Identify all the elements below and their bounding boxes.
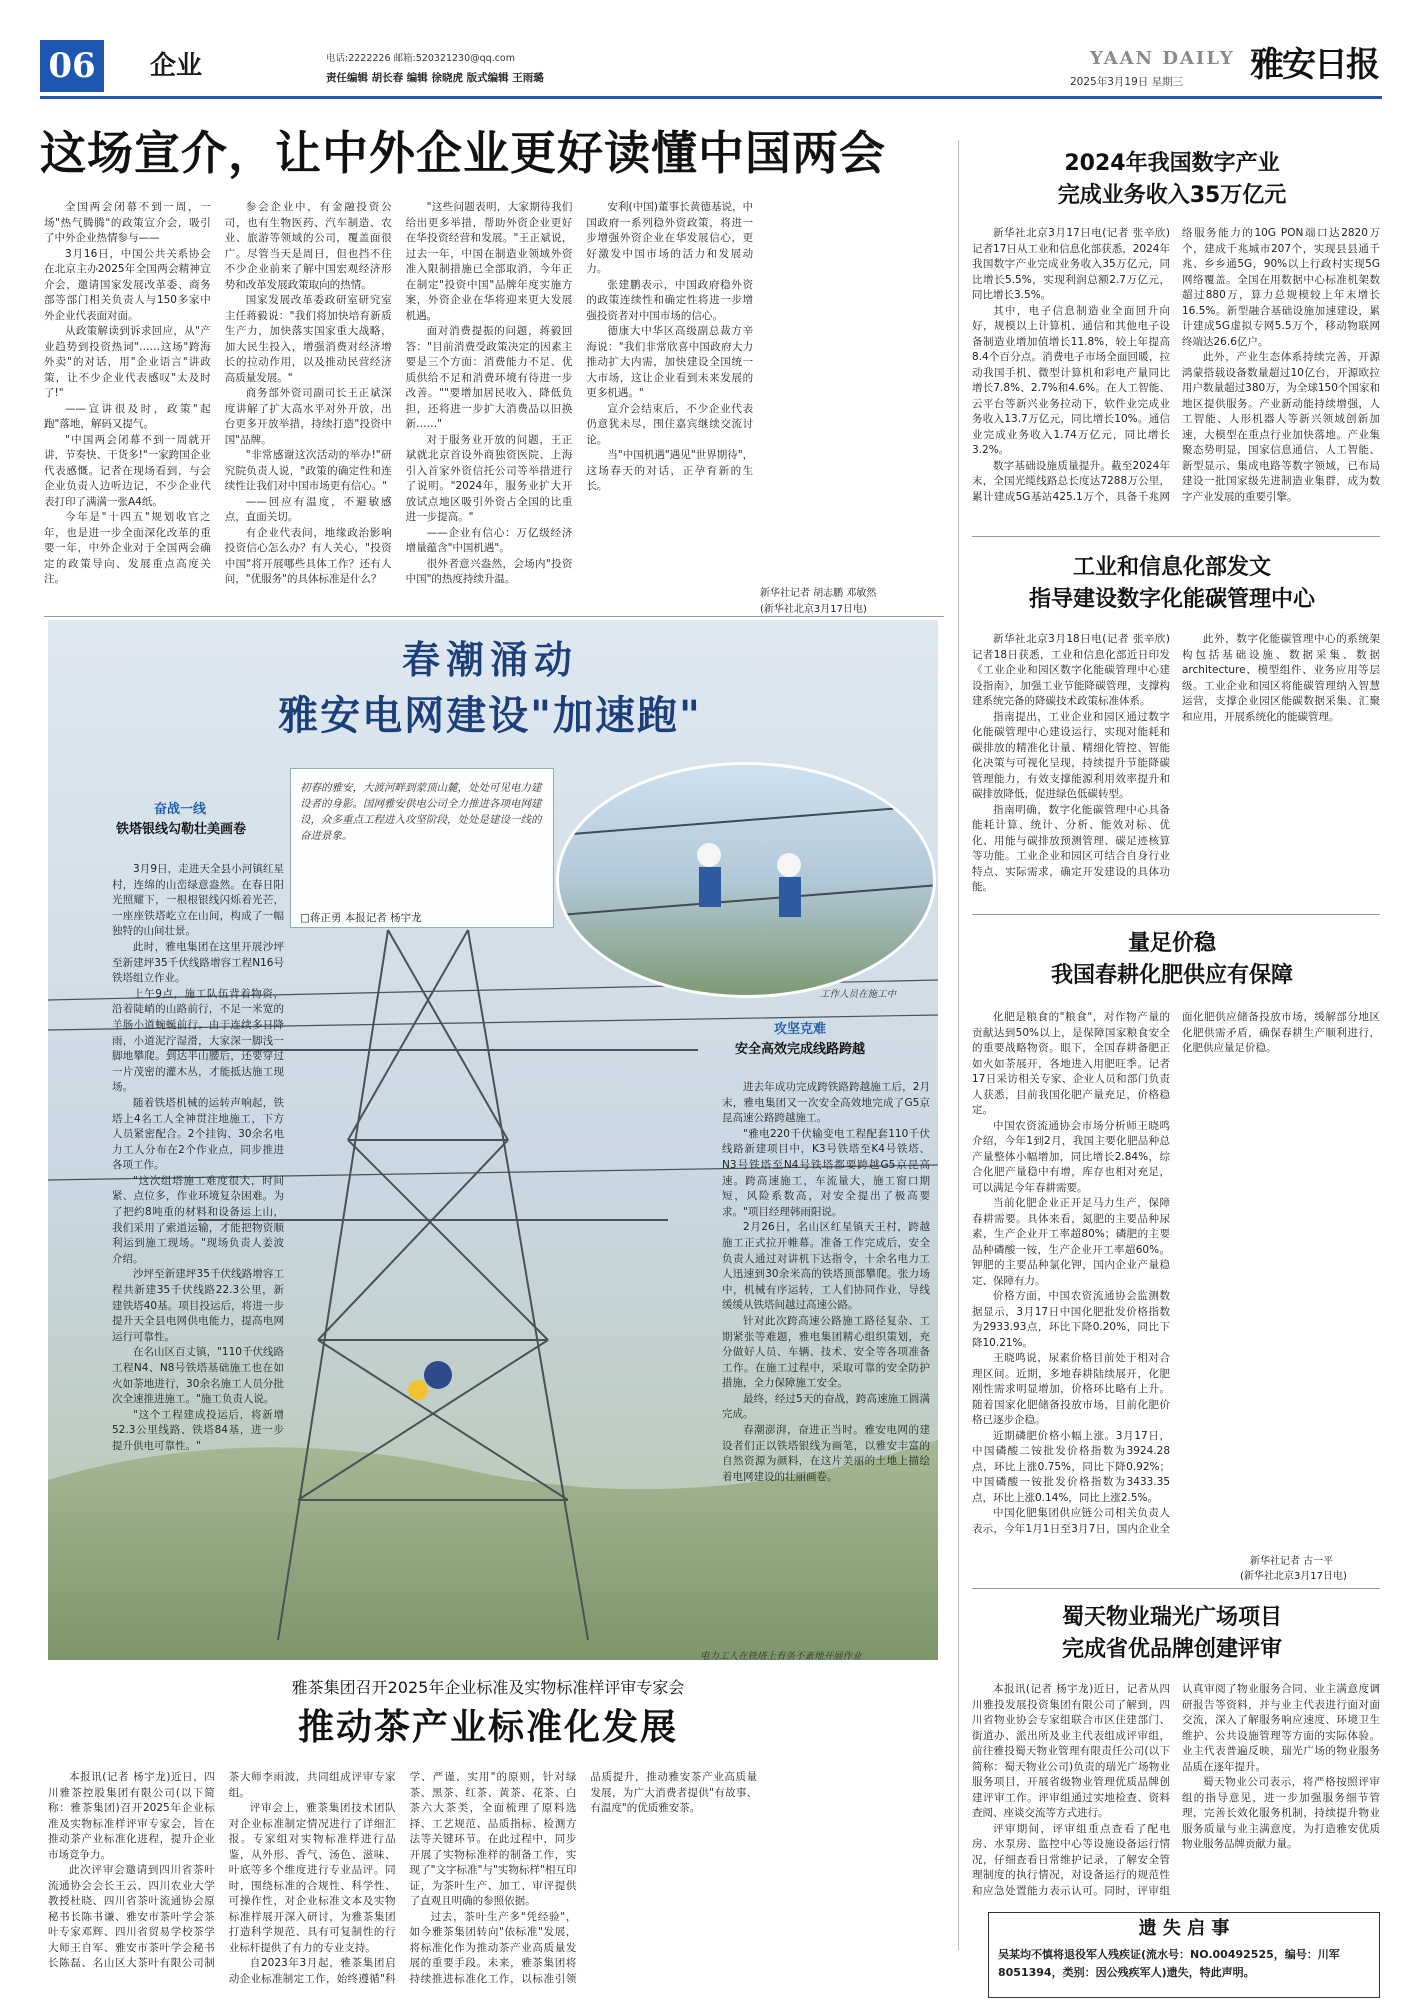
fertilizer-paragraph: 当前化肥企业正开足马力生产，保障春耕需要。具体来看，氮肥的主要品种尿素，生产企业开工率超80%；磷肥的主要品种磷酸一铵，生产企业开工率超60%。钾肥的主要品种氯化钾，国内企业产量稳定、保障有力。 [972, 1197, 1170, 1287]
lead-paragraph: "非常感谢这次活动的举办!"研究院负责人说，"政策的确定性和连续性让我们对中国市场更有信心。" [224, 449, 392, 492]
section1-paragraph: 随着铁塔机械的运转声响起，铁塔上4名工人全神贯注地施工，下方人员紧密配合。2个挂钩、30余名电力工人分布在2个作业点，同步推进各项工作。 [112, 1096, 284, 1172]
section1-paragraph: 在名山区百丈镇，"110千伏线路工程N4、N8号铁塔基础施工也在如火如荼地进行，30余名施工人员分批次全速推进施工。"施工负责人说。 [112, 1346, 284, 1406]
fertilizer-bottom-rule [972, 1588, 1380, 1589]
shutian-paragraph: 评审期间，评审组重点查看了配电房、水泵房、监控中心等设施设备运行情况，仔细查看日常维护记录，了解安全管理制度的执行情况，对设备运行的规范性和应急处置能力表示认可。同时，评审组认真审阅了物业服务合同、业主满意度调研报告等资料，并与业主代表进行面对面交流，深入了解服务响应速度、环境卫生维护、公共设施管理等方面的实际体验。业主代表普遍反映，瑞光广场的物业服务品质在逐年提升。 [972, 1683, 1380, 1897]
section2-paragraph: 进去年成功完成跨铁路跨越施工后，2月末，雅电集团又一次安全高效地完成了G5京昆高速公路跨越施工。 [722, 1081, 930, 1125]
carbon-paragraph: 指南提出，工业企业和园区通过数字化能碳管理中心建设运行，实现对能耗和碳排放的精准化计量、精细化管控、智能化决策与可视化呈现，持续提升节能降碳管理能力，有效支撑能源利用效率提升和碳排放降低，促进绿色低碳转型。 [972, 710, 1170, 800]
lead-paragraph: 有企业代表问，地缘政治影响投资信心怎么办？有人关心，"投资中国"将开展哪些具体工作？还有人问，"优服务"的具体标准是什么？ [224, 526, 392, 585]
paper-logo: 雅安日报 [1250, 45, 1378, 85]
tea-paragraph: 评审会上，雅茶集团技术团队对企业标准制定情况进行了详细汇报。专家组对实物标准样进行品鉴，从外形、香气、汤色、滋味、叶底等多个维度进行专业品评。同时，围绕标准的合规性、科学性、可操作性，对企业标准文本及实物标准样展开深入研讨，为雅茶集团打造科学规范、具有可复制性的行业标杆提供了有力的专业支持。 [228, 1802, 396, 1954]
fertilizer-source: (新华社北京3月17日电) [1240, 1571, 1347, 1582]
carbon-bottom-rule [972, 914, 1380, 915]
digital-headline-2: 完成业务收入35万亿元 [1057, 183, 1287, 208]
fertilizer-paragraph: 中国化肥集团供应链公司相关负责人表示，今年1月1日至3月7日，国内企业全面化肥供应储备投放市场，缓解部分地区化肥供需矛盾，确保春耕生产顺利进行，化肥供应量足价稳。 [972, 1011, 1380, 1535]
section2-title: 安全高效完成线路跨越 [734, 1042, 865, 1057]
fertilizer-paragraph: 近期磷肥价格小幅上涨。3月17日，中国磷酸二铵批发价格指数为3924.28点，环比上涨0.75%，同比下降0.92%；中国磷酸一铵批发价格指数为3433.35点，环比上涨0.14%，同比上涨2.5%。 [972, 1429, 1170, 1504]
lost-notice-title: 遗 失 启 事 [1138, 1918, 1230, 1939]
section1-paragraph: "这个工程建成投运后，将新增52.3公里线路、铁塔84基，进一步提升供电可靠性。" [112, 1408, 284, 1452]
carbon-paragraph: 此外，数字化能碳管理中心的系统架构包括基础设施、数据采集、数据architecture、模型组件、业务应用等层级。工业企业和园区将能碳管理纳入智慧运营，支撑企业园区能碳数据采集、汇聚和应用，开展系统化的能碳管理。 [1182, 633, 1380, 723]
lead-paragraph: 当"中国机遇"遇见"世界期待"，这场春天的对话，正孕育新的生长。 [586, 449, 754, 492]
lead-paragraph: 宣介会结束后，不少企业代表仍意犹未尽，围住嘉宾继续交流讨论。 [586, 402, 754, 446]
feature-banner-line-2: 雅安电网建设"加速跑" [278, 693, 702, 739]
fertilizer-paragraph: 化肥是粮食的"粮食"，对作物产量的贡献达到50%以上，是保障国家粮食安全的重要战略物资。眼下，全国春耕备肥正如火如荼展开，各地进入用肥旺季。记者17日采访相关专家、企业人员和部门负责人获悉，目前我国化肥产量充足，价格稳定。 [972, 1011, 1170, 1116]
lead-paragraph: 参会企业中，有金融投资公司，也有生物医药、汽车制造、农业、旅游等领域的公司，覆盖面很广。尽管当天是周日，但也挡不住不少企业前来了解中国宏观经济形势和改革发展政策取向的热情。 [224, 201, 392, 291]
tea-body [48, 1770, 938, 1996]
carbon-paragraph: 指南明确，数字化能碳管理中心具备能耗计算、统计、分析、能效对标、优化、用能与碳排放预测管理、碳足迹核算等功能。工业企业和园区可结合自身行业特点、实际需求，确定开发建设的具体功能。 [972, 803, 1170, 893]
feature-authors: □蒋正勇 本报记者 杨宇龙 [300, 912, 422, 924]
lead-paragraph: 从政策解读到诉求回应，从"产业趋势到投资热词"……这场"跨海外卖"的对话，用"企业语言"讲政策，让不少企业代表感叹"太及时了!" [44, 325, 211, 399]
digital-bottom-rule [972, 536, 1380, 537]
fertilizer-paragraph: 价格方面，中国农资流通协会监测数据显示，3月17日中国化肥批发价格指数为2933.93点，环比下降0.20%，同比下降10.21%。 [972, 1290, 1170, 1349]
tea-paragraph: 本报讯(记者 杨宇龙)近日，四川雅茶控股集团有限公司(以下简称：雅茶集团)召开2025年企业标准及实物标准样评审专家会，旨在推动茶产业标准化进程，提升企业市场竞争力。 [48, 1771, 215, 1861]
lead-paragraph: 商务部外资司副司长王正斌深度讲解了扩大高水平对外开放，出台更多开放举措，持续打造"投资中国"品牌。 [224, 387, 392, 446]
lost-notice-text: 吴某均不慎将退役军人残疾证(流水号：NO.00492525，编号：川军8051394，类别：因公残疾军人)遗失，特此声明。 [998, 1948, 1340, 1979]
carbon-headline-2: 指导建设数字化能碳管理中心 [1028, 587, 1315, 612]
page-number: 06 [48, 46, 96, 86]
section2-paragraph: 最终，经过5天的奋战，跨高速施工圆满完成。 [722, 1392, 930, 1421]
shutian-paragraph: 本报讯(记者 杨宇龙)近日，记者从四川雅投发展投资集团有限公司了解到，四川省物业协会专家组联合市区住建部门、街道办、派出所及业主代表组成评审组，前往雅投蜀天物业管理有限责任公司(以下简称：蜀天物业公司)负责的瑞光广场物业服务项目，开展省级物业管理优质品牌创建评审工作。评审组通过实地检查、资料查阅、座谈交流等方式进行。 [972, 1683, 1170, 1819]
lead-paragraph: ——企业有信心：万亿级经济增量蕴含"中国机遇"。 [405, 526, 573, 554]
section2-paragraph: "雅电220千伏输变电工程配套110千伏线路新建项目中，K3号铁塔至K4号铁塔、N3号铁塔至N4号铁塔都要跨越G5京昆高速。跨高速施工，车流量大，施工窗口期短，风险系数高，对安全提出了极高要求。"项目经理韩雨阳说。 [722, 1127, 930, 1218]
lead-paragraph: 面对消费提振的问题，蒋毅回答："目前消费受政策决定的因素主要是三个方面：消费能力不足、优质供给不足和消费环境有待进一步改善。""要增加居民收入、降低负担，还将进一步扩大消费品以旧换新……" [405, 325, 573, 430]
header-date: 2025年3月19日 星期三 [1070, 76, 1184, 88]
fertilizer-paragraph: 王晓鸣说，尿素价格目前处于相对合理区间。近期，多地春耕陆续展开，化肥刚性需求明显增加，价格环比略有上升。随着国家化肥储备投放市场，目前化肥价格已逐步企稳。 [972, 1352, 1170, 1426]
tea-paragraph: 自2023年3月起，雅茶集团启动企业标准制定工作，始终遵循"科学、严谨、实用"的原则，针对绿茶、黑茶、红茶、黄茶、花茶、白茶六大茶类，全面梳理了原料选择、工艺规范、品质指标、检测方法等关键环节。在此过程中，同步开展了实物标准样的制备工作，实现了"文字标准"与"实物标样"相互印证，为茶叶生产、加工、审评提供了直观且明确的参照依据。 [228, 1771, 577, 1985]
lead-paragraph: ——回应有温度，不避敏感点，直面关切。 [224, 495, 392, 523]
section1-paragraph: 上午9点，施工队伍背着物资，沿着陡峭的山路前行，不足一米宽的羊肠小道蜿蜒前行。由于连续多日降雨，小道泥泞湿滑，大家深一脚浅一脚地攀爬。到达半山腰后，还要穿过一片茂密的灌木丛，才能抵达施工现场。 [112, 987, 284, 1094]
lead-paragraph: 全国两会闭幕不到一周，一场"热气腾腾"的政策宣介会，吸引了中外企业热情参与—— [44, 201, 211, 244]
lead-source: (新华社北京3月17日电) [760, 604, 867, 615]
feature-oval-photo [556, 762, 936, 998]
section2-paragraph: 2月26日，名山区红星镇天王村，跨越施工正式拉开帷幕。准备工作完成后，安全负责人通过对讲机下达指令，十余名电力工人迅速到30余米高的铁塔顶部攀爬。张力场中，机械有序运转，工人们协同作业，导线缓缓从铁塔间越过高速公路。 [722, 1221, 930, 1312]
carbon-body [972, 632, 1380, 900]
feature-photo-credit: 工作人员在施工中 [820, 989, 897, 1000]
section2-body [722, 1080, 930, 1600]
fertilizer-headline-2: 我国春耕化肥供应有保障 [1050, 963, 1293, 988]
digital-headline-1: 2024年我国数字产业 [1064, 151, 1280, 176]
lead-paragraph: 很外者意兴盎然，会场内"投资中国"的热度持续升温。 [405, 557, 573, 585]
tea-headline: 推动茶产业标准化发展 [297, 1707, 678, 1748]
lead-paragraph: 安利(中国)董事长黄德基说，中国政府一系列稳外资政策，将进一步增强外资企业在华发展信心，更好激发中国市场的活力和发展动力。 [586, 201, 754, 275]
section1-paragraph: 沙坪至新建坪35千伏线路增容工程共新建35千伏线路22.3公里，新建铁塔40基。项目投运后，将进一步提升天全县电网供电能力，提高电网运行可靠性。 [112, 1268, 284, 1343]
carbon-headline-1: 工业和信息化部发文 [1072, 555, 1271, 580]
section2-paragraph: 针对此次跨高速公路施工路径复杂、工期紧张等难题，雅电集团精心组织策划，充分做好人员、车辆、技术、安全等各项准备工作。在施工过程中，采取可靠的安全防护措施，全力保障施工安全。 [722, 1314, 930, 1390]
tea-paragraph: 过去，茶叶生产多"凭经验"，如今雅茶集团转向"依标准"发展，将标准化作为推动茶产业高质量发展的重要手段。未来，雅茶集团将持续推进标准化工作，以标准引领品质提升，推动雅安茶产业高质量发展，为广大消费者提供"有故事、有温度"的优质雅安茶。 [409, 1771, 758, 1985]
linemen-on-wires-illustration [559, 765, 936, 998]
lead-byline: 新华社记者 胡志鹏 邓敏然 [760, 588, 877, 599]
lead-bottom-rule [44, 616, 944, 617]
header-editors: 责任编辑 胡长春 编辑 徐晓虎 版式编辑 王雨璐 [326, 72, 544, 84]
feature-intro: 初春的雅安，大渡河畔到蒙顶山麓，处处可见电力建设者的身影。国网雅安供电公司全力推进各项电网建设，众多重点工程进入攻坚阶段，处处是建设一线的奋进景象。 [300, 782, 542, 842]
feature-banner-line-1: 春潮涌动 [401, 638, 578, 682]
shutian-headline-1: 蜀天物业瑞光广场项目 [1061, 1605, 1282, 1630]
carbon-paragraph: 新华社北京3月18日电(记者 张辛欣)记者18日获悉，工业和信息化部近日印发《工业企业和园区数字化能碳管理中心建设指南》，加强工业节能降碳管理，支撑构建系统完备的降碳技术政策标准体系。 [972, 633, 1170, 707]
paper-english-name: YAAN DAILY [1090, 48, 1235, 69]
section1-body [112, 862, 284, 1542]
lead-paragraph: ——宣讲很及时，政策"起跑"落地，解码又提气。 [44, 402, 211, 430]
lead-headline: 这场宣介，让中外企业更好读懂中国两会 [40, 126, 886, 180]
lead-paragraph: "这些问题表明，大家期待我们给出更多举措，帮助外资企业更好在华投资经营和发展。"王正斌说，过去一年，中国在制造业领域外资准入限制措施已全部取消，今年正在制定"投资中国"品牌年度实施方案，外资企业在华将迎来更大发展机遇。 [405, 201, 573, 322]
lead-paragraph: 3月16日，中国公共关系协会在北京主办2025年全国两会精神宣介会，邀请国家发展改革委、商务部等部门相关负责人与150多家中外企业代表面对面。 [44, 247, 211, 322]
lead-paragraph: "中国两会闭幕不到一周就开讲，节奏快、干货多!"一家跨国企业代表感慨。记者在现场看到，与会企业负责人边听边记，不少企业代表打印了满满一张A4纸。 [44, 433, 211, 508]
fertilizer-body [972, 1010, 1380, 1550]
column-divider [958, 140, 959, 1950]
digital-paragraph: 新华社北京3月17日电(记者 张辛欣)记者17日从工业和信息化部获悉，2024年我国数字产业完成业务收入35万亿元，同比增长5.5%，实现利润总额2.7万亿元，同比增长3.5%。 [972, 227, 1170, 301]
section1-kicker: 奋战一线 [153, 802, 206, 817]
digital-paragraph: 其中，电子信息制造业全面回升向好，规模以上计算机、通信和其他电子设备制造业增加值增长11.8%，较上年提高8.4个百分点。消费电子市场全面回暖，拉动我国手机、微型计算机和彩电产量同比增长7.8%、2.7%和4.6%。在人工智能、云平台等新兴业务拉动下，软件业完成业务收入13.7万亿元，同比增长10%。通信业完成业务收入1.74万亿元，同比增长3.2%。 [972, 304, 1170, 456]
fertilizer-byline: 新华社记者 古一平 [1250, 1556, 1334, 1567]
digital-paragraph: 此外，产业生态体系持续完善，开源鸿蒙搭载设备数量超过10亿台，开源欧拉用户数量超过380万，为全球150个国家和地区提供服务。产业新动能持续增强，人工智能、人形机器人等新兴领域创新加速，大模型在重点行业加快落地。产业集聚态势明显，国家信息通信、人工智能、新型显示、集成电路等数字领域，已布局建设一批国家级先进制造业集群，成为数字产业发展的重要引擎。 [1182, 351, 1380, 503]
section1-paragraph: 此时，雅电集团在这里开展沙坪至新建坪35千伏线路增容工程N16号铁塔组立作业。 [112, 940, 284, 985]
fertilizer-headline-1: 量足价稳 [1127, 931, 1216, 956]
lead-paragraph: 张建鹏表示，中国政府稳外资的政策连续性和确定性将进一步增强投资者对中国市场的信心。 [586, 278, 754, 322]
main-photo-caption: 电力工人在铁塔上有条不紊地开展作业 [700, 1651, 862, 1662]
section1-paragraph: 3月9日，走进天全县小河镇红星村，连绵的山峦绿意盎然。在春日阳光照耀下，一根根银线闪烁着光芒，一座座铁塔屹立在山间，构成了一幅独特的山间壮景。 [112, 863, 284, 938]
header-rule [40, 96, 1382, 99]
lead-paragraph: 国家发展改革委政研室研究室主任蒋毅说："我们将加快培育新质生产力，加快落实国家重大战略，加大民生投入，增强消费对经济增长的拉动作用，以及推动民营经济高质量发展。" [224, 294, 392, 384]
section2-paragraph: 春潮澎湃，奋进正当时。雅安电网的建设者们正以铁塔银线为画笔，以雅安丰富的自然资源为颜料，在这片美丽的土地上描绘着电网建设的壮丽画卷。 [722, 1424, 930, 1483]
section-name: 企业 [150, 51, 203, 81]
lead-paragraph: 德康大中华区高级副总裁方辛海说："我们非常欣喜中国政府大力推动扩大内需，加快建设全国统一大市场，这让企业看到未来发展的更多机遇。" [586, 325, 754, 399]
digital-body [972, 226, 1380, 516]
lead-body [44, 200, 934, 600]
section1-paragraph: "这次组塔施工难度很大，时间紧、点位多，作业环境复杂困难。为了把约8吨重的材料和设备运上山，我们采用了索道运输，才能把物资顺利运到施工现场。"现场负责人姜波介绍。 [112, 1174, 284, 1265]
fertilizer-paragraph: 中国农资流通协会市场分析师王晓鸣介绍，今年1到2月，我国主要化肥品种总产量整体小幅增加，同比增长2.84%，综合化肥产量稳中有增，库存也相对充足，可以满足今年春耕需要。 [972, 1119, 1170, 1194]
section2-kicker: 攻坚克难 [773, 1022, 826, 1037]
shutian-paragraph: 蜀天物业公司表示，将严格按照评审组的指导意见，进一步加强服务细节管理，完善长效化服务机制，持续提升物业服务质量与业主满意度，为打造雅安优质物业服务品牌贡献力量。 [1182, 1776, 1380, 1850]
shutian-body [972, 1682, 1380, 1904]
section1-title: 铁塔银线勾勒壮美画卷 [115, 822, 246, 837]
lead-paragraph: 对于服务业开放的问题，王正斌就北京首设外商独资医院、上海引入首家外资信托公司等举措进行了说明。"2024年，服务业扩大开放试点地区吸引外资占全国的比重进一步提高。" [405, 433, 573, 523]
digital-paragraph: 数字基础设施质量提升。截至2024年末，全国光缆线路总长度达7288万公里，累计建成5G基站425.1万个，具备千兆网络服务能力的10G PON端口达2820万个，建成千兆城市207个，实现县县通千兆、乡乡通5G，90%以上行政村实现5G网络覆盖。全国在用数据中心标准机架数超过880万，算力总规模较上年末增长16.5%。新型融合基础设施加速建设，累计建成5G虚拟专网5.5万个，移动物联网终端达26.6亿户。 [972, 227, 1380, 503]
lead-paragraph: 今年是"十四五"规划收官之年，也是进一步全面深化改革的重要一年，中外企业对于全国两会确定的政策导向、发展重点高度关注。 [44, 511, 211, 585]
shutian-headline-2: 完成省优品牌创建评审 [1061, 1637, 1282, 1662]
header-contact: 电话:2222226 邮箱:520321230@qq.com [326, 53, 515, 64]
tea-kicker: 雅茶集团召开2025年企业标准及实物标准样评审专家会 [291, 1678, 685, 1697]
tea-paragraph: 此次评审会邀请到四川省茶叶流通协会会长王云、四川农业大学教授杜晓、四川省茶叶流通协会原秘书长陈书谦、雅安市茶叶学会茶叶专家邓辉、四川省贸易学校茶学大师王自军、雅安市茶叶学会秘书长陈磊、名山区大茶叶有限公司制茶大师李雨波，共同组成评审专家组。 [48, 1771, 396, 1969]
